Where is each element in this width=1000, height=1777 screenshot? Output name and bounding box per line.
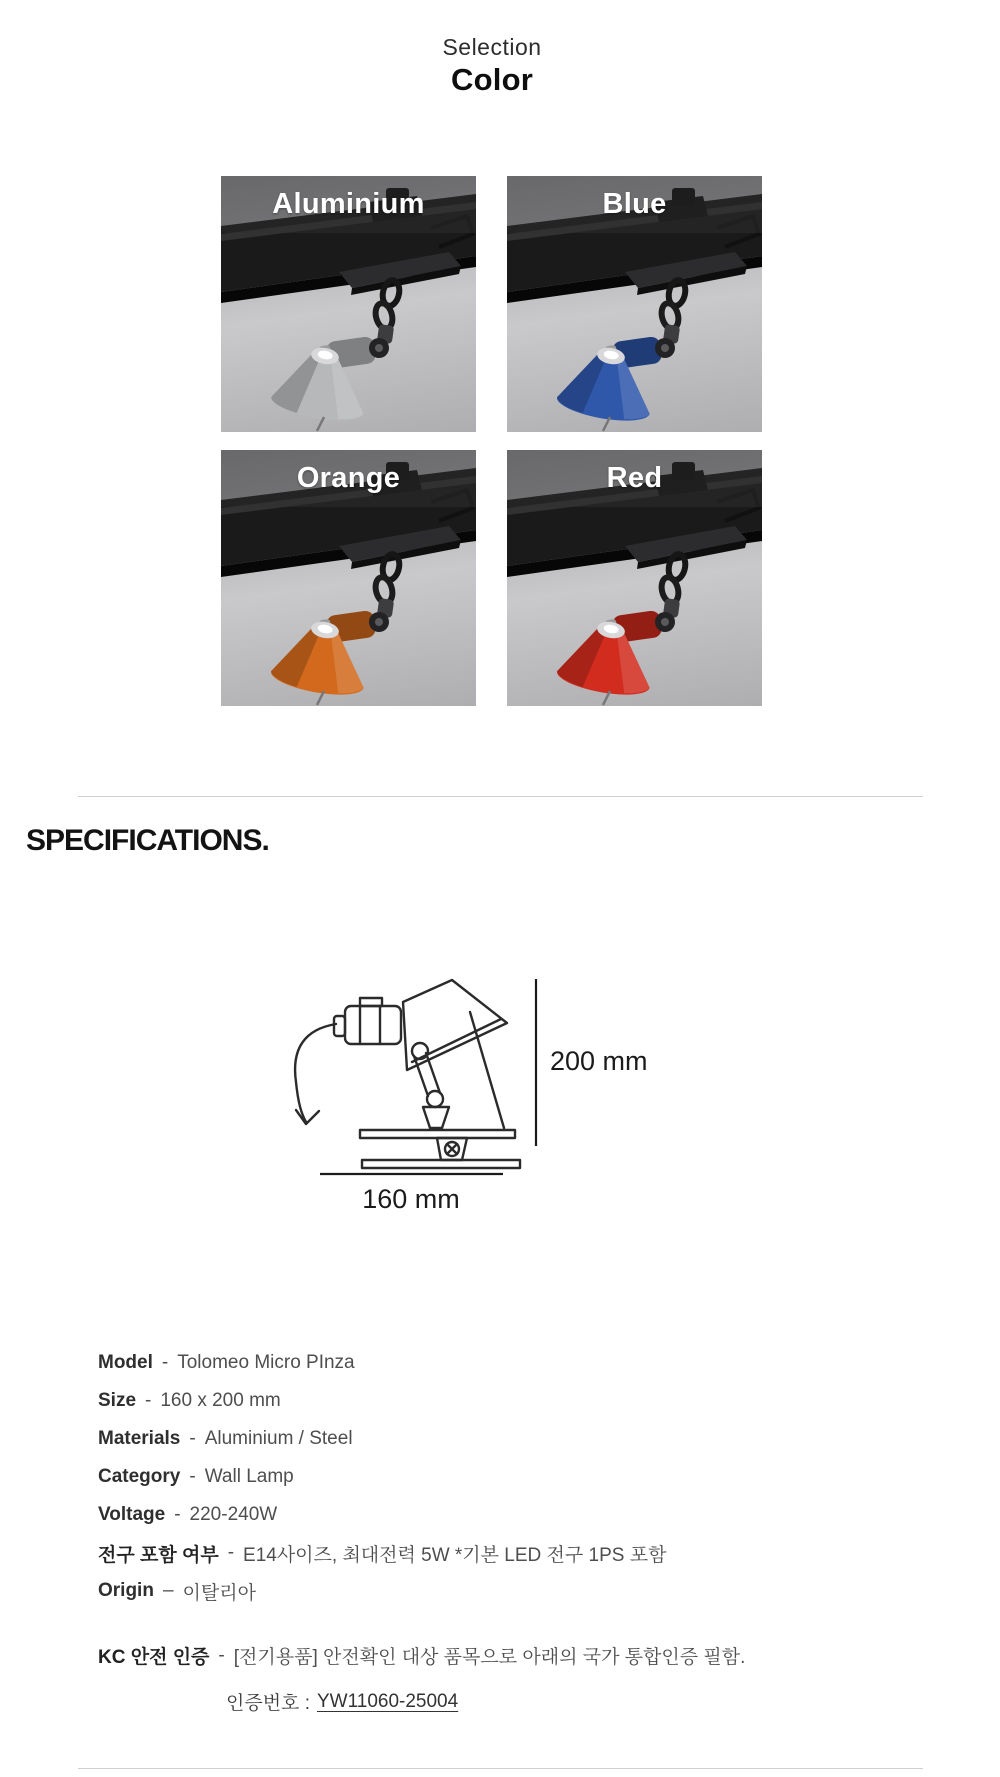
certification-number-link[interactable]: YW11060-25004 [316, 1690, 459, 1712]
spec-label: Voltage [98, 1504, 166, 1525]
spec-row-materials [98, 1420, 666, 1458]
color-label-band [221, 176, 476, 233]
spec-separator: - [227, 1542, 235, 1563]
certification-number-label: 인증번호 : [226, 1693, 310, 1714]
spec-list [98, 1344, 666, 1610]
section-divider-bottom [78, 1768, 923, 1769]
color-option-blue [507, 176, 762, 432]
spec-value: 160 x 200 mm [160, 1390, 281, 1411]
kc-certification-row [98, 1642, 745, 1669]
spec-value: Wall Lamp [204, 1466, 294, 1487]
dimension-diagram [240, 950, 660, 1220]
spec-separator: – [162, 1580, 174, 1601]
section-divider-top [78, 796, 923, 797]
color-option-aluminium [221, 176, 476, 432]
diagram-width-label: 160 mm [362, 1184, 460, 1214]
kc-label: KC 안전 인증 [98, 1647, 210, 1668]
spec-row-bulb-included [98, 1534, 666, 1572]
kc-value: [전기용품] 안전확인 대상 품목으로 아래의 국가 통합인증 필함. [233, 1647, 746, 1668]
spec-value: Tolomeo Micro PInza [177, 1352, 355, 1373]
color-label-band [507, 176, 762, 233]
spec-row-size [98, 1382, 666, 1420]
color-option-label: Blue [602, 188, 667, 220]
spec-value: Aluminium / Steel [204, 1428, 353, 1449]
section-title: Color [451, 62, 533, 97]
spec-label: Materials [98, 1428, 181, 1449]
section-subtitle: Selection [442, 34, 542, 60]
spec-row-model [98, 1344, 666, 1382]
certification-number-row [226, 1688, 458, 1715]
spec-label: Origin [98, 1580, 154, 1601]
color-option-orange [221, 450, 476, 706]
color-option-label: Orange [296, 462, 401, 494]
spec-label: Model [98, 1352, 153, 1373]
color-option-label: Red [606, 462, 663, 494]
spec-label: Category [98, 1466, 181, 1487]
color-label-band [221, 450, 476, 507]
spec-separator: - [161, 1352, 169, 1373]
spec-separator: - [174, 1504, 181, 1525]
spec-separator: - [189, 1466, 196, 1487]
specifications-heading: SPECIFICATIONS. [26, 824, 269, 857]
spec-row-category [98, 1458, 666, 1496]
spec-value: 220-240W [189, 1504, 278, 1525]
spec-row-voltage [98, 1496, 666, 1534]
spec-label: Size [98, 1390, 137, 1411]
color-option-red [507, 450, 762, 706]
spec-separator: - [145, 1390, 152, 1411]
color-option-label: Aluminium [272, 188, 425, 220]
kc-separator: - [218, 1644, 225, 1666]
spec-separator: - [189, 1428, 196, 1449]
spec-value: E14사이즈, 최대전력 5W *기본 LED 전구 1PS 포함 [243, 1544, 667, 1566]
spec-label: 전구 포함 여부 [98, 1544, 219, 1566]
diagram-height-label: 200 mm [550, 1046, 648, 1076]
spec-row-origin [98, 1572, 666, 1610]
color-label-band [507, 450, 762, 507]
spec-value: 이탈리아 [182, 1582, 256, 1604]
